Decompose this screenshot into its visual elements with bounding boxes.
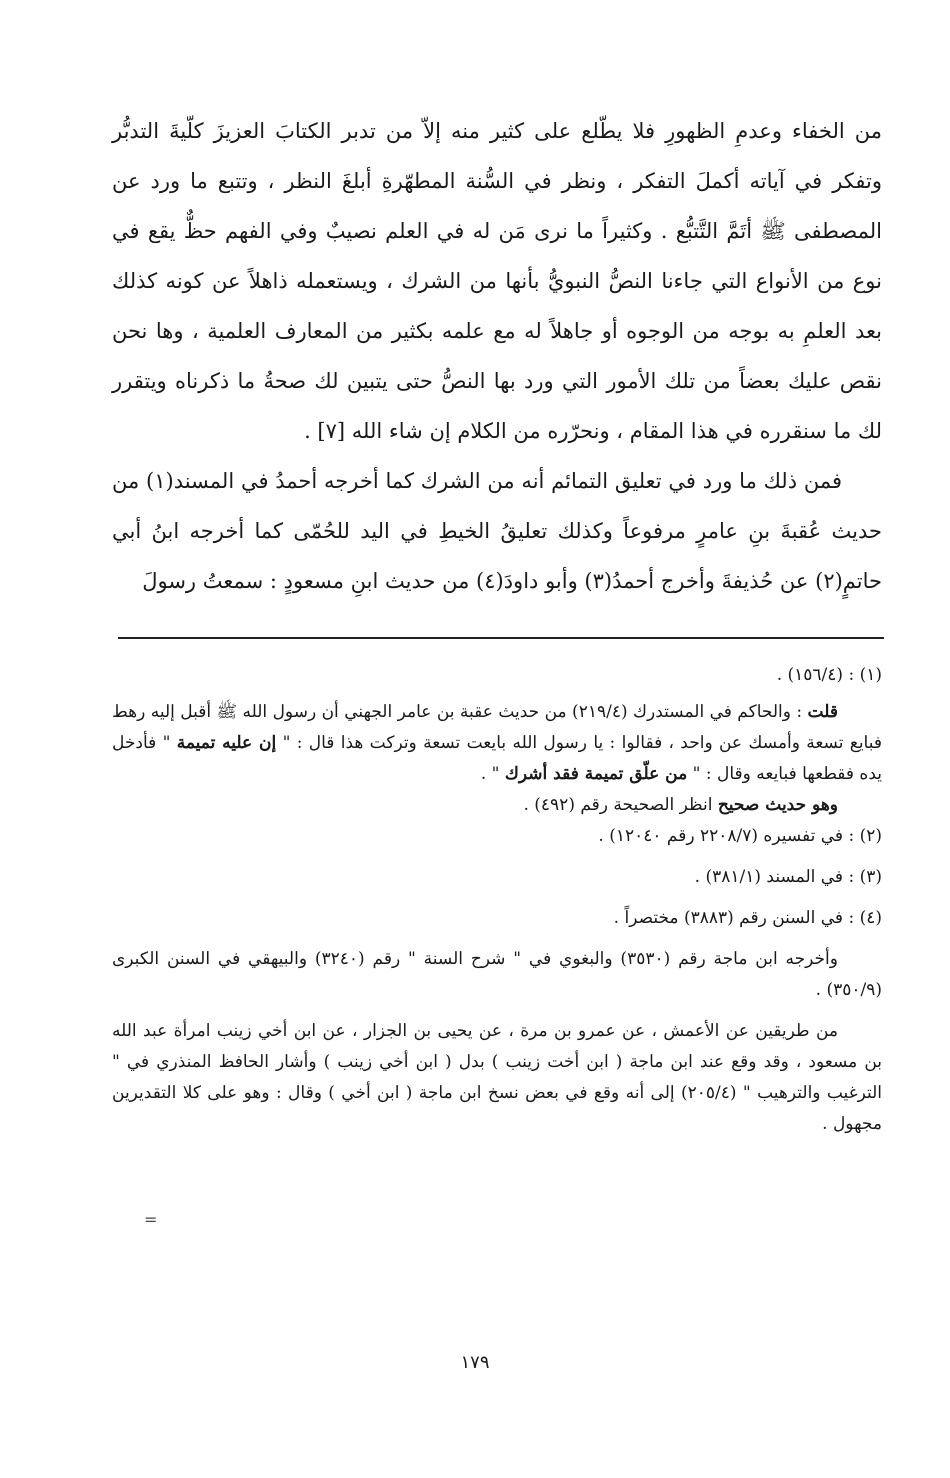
footnote-1: (١) : (١٥٦/٤) .: [776, 665, 882, 685]
footnote-3: (٣) : في المسند (٣٨١/١) .: [694, 867, 882, 887]
footnote-2: (٢) : في تفسيره (٢٢٠٨/٧ رقم ١٢٠٤٠) .: [598, 826, 882, 846]
sahih-label: وهو حديث صحيح: [717, 795, 838, 815]
main-text: [112, 106, 882, 606]
qult-hadith-bold-2: من علّق تميمة فقد أشرك: [504, 764, 688, 784]
footnote-1-qult: [112, 697, 882, 790]
footnote-1-sahih: [112, 790, 882, 821]
footnote-4-chain: من طريقين عن الأعمش ، عن عمرو بن مرة ، عن يحيى بن الجزار ، عن ابن أخي زينب امرأة عبد الله بن مسعود ، وقد وقع عند ابن ماجة ( ابن أخت زينب ) بدل ( ابن أخي زينب ) وأشار الحافظ المنذري في " الترغيب والترهيب " (٢٠٥/٤) إلى أنه وقع في بعض نسخ ابن ماجة ( ابن أخي ) وقال : وهو على كلا التقديرين مجهول .: [112, 1021, 882, 1134]
footnote-4: (٤) : في السنن رقم (٣٨٨٣) مختصراً .: [613, 908, 882, 928]
footnotes: [112, 660, 882, 1140]
qult-label: قلت: [807, 702, 838, 722]
continuation-mark: =: [144, 1210, 158, 1229]
footnote-separator: [118, 637, 884, 639]
qult-hadith-bold-1: إن عليه تميمة: [176, 733, 277, 753]
qult-text-a: : والحاكم في المستدرك (٢١٩/٤) من حديث عقبة بن عامر الجهني أن رسول الله ﷺ أقبل إليه رهط فبايع تسعة وأمسك عن واحد ، فقالوا : يا رسول الله بايعت تسعة وتركت هذا قال : ": [112, 702, 882, 753]
sahih-text: انظر الصحيحة رقم (٤٩٢) .: [523, 795, 718, 815]
footnote-4-extra: وأخرجه ابن ماجة رقم (٣٥٣٠) والبغوي في " شرح السنة " رقم (٣٢٤٠) والبيهقي في السنن الكبرى (٣٥٠/٩) .: [112, 949, 882, 1000]
main-paragraph-2: فمن ذلك ما ورد في تعليق التمائم أنه من الشرك كما أخرجه أحمدُ في المسند(١) من حديث عُقبةَ بنِ عامرٍ مرفوعاً وكذلك تعليقُ الخيطِ في اليد للحُمّى كما أخرجه ابنُ أبي حاتمٍ(٢) عن حُذيفةَ وأخرج أحمدُ(٣) وأبو داودَ(٤) من حديث ابنِ مسعودٍ : سمعتُ رسولَ: [112, 469, 882, 593]
main-paragraph-1: من الخفاء وعدمِ الظهورِ فلا يطّلع على كثير منه إلاّ من تدبر الكتابَ العزيزَ كلّيةَ التدبُّر وتفكر في آياته أكملَ التفكر ، ونظر في السُّنة المطهّرةِ أبلغَ النظر ، وتتبع ما ورد عن المصطفى ﷺ أتَمَّ التَّتبُّع . وكثيراً ما نرى مَن له في العلم نصيبٌ وفي الفهم حظٌّ يقع في نوع من الأنواع التي جاءنا النصُّ النبويُّ بأنها من الشرك ، ويستعمله ذاهلاً عن كونه كذلك بعد العلمِ به بوجه من الوجوه أو جاهلاً له مع علمه بكثير من المعارف العلمية ، وها نحن نقص عليك بعضاً من تلك الأمور التي ورد بها النصُّ حتى يتبين لك صحةُ ما ذكرناه ويتقرر لك ما سنقرره في هذا المقام ، ونحرّره من الكلام إن شاء الله [٧] .: [112, 119, 882, 443]
page-number: ١٧٩: [460, 1352, 490, 1373]
qult-text-c: " .: [480, 764, 505, 784]
qult-text-b: " فأدخل يده فقطعها فبايعه وقال : ": [112, 733, 882, 784]
